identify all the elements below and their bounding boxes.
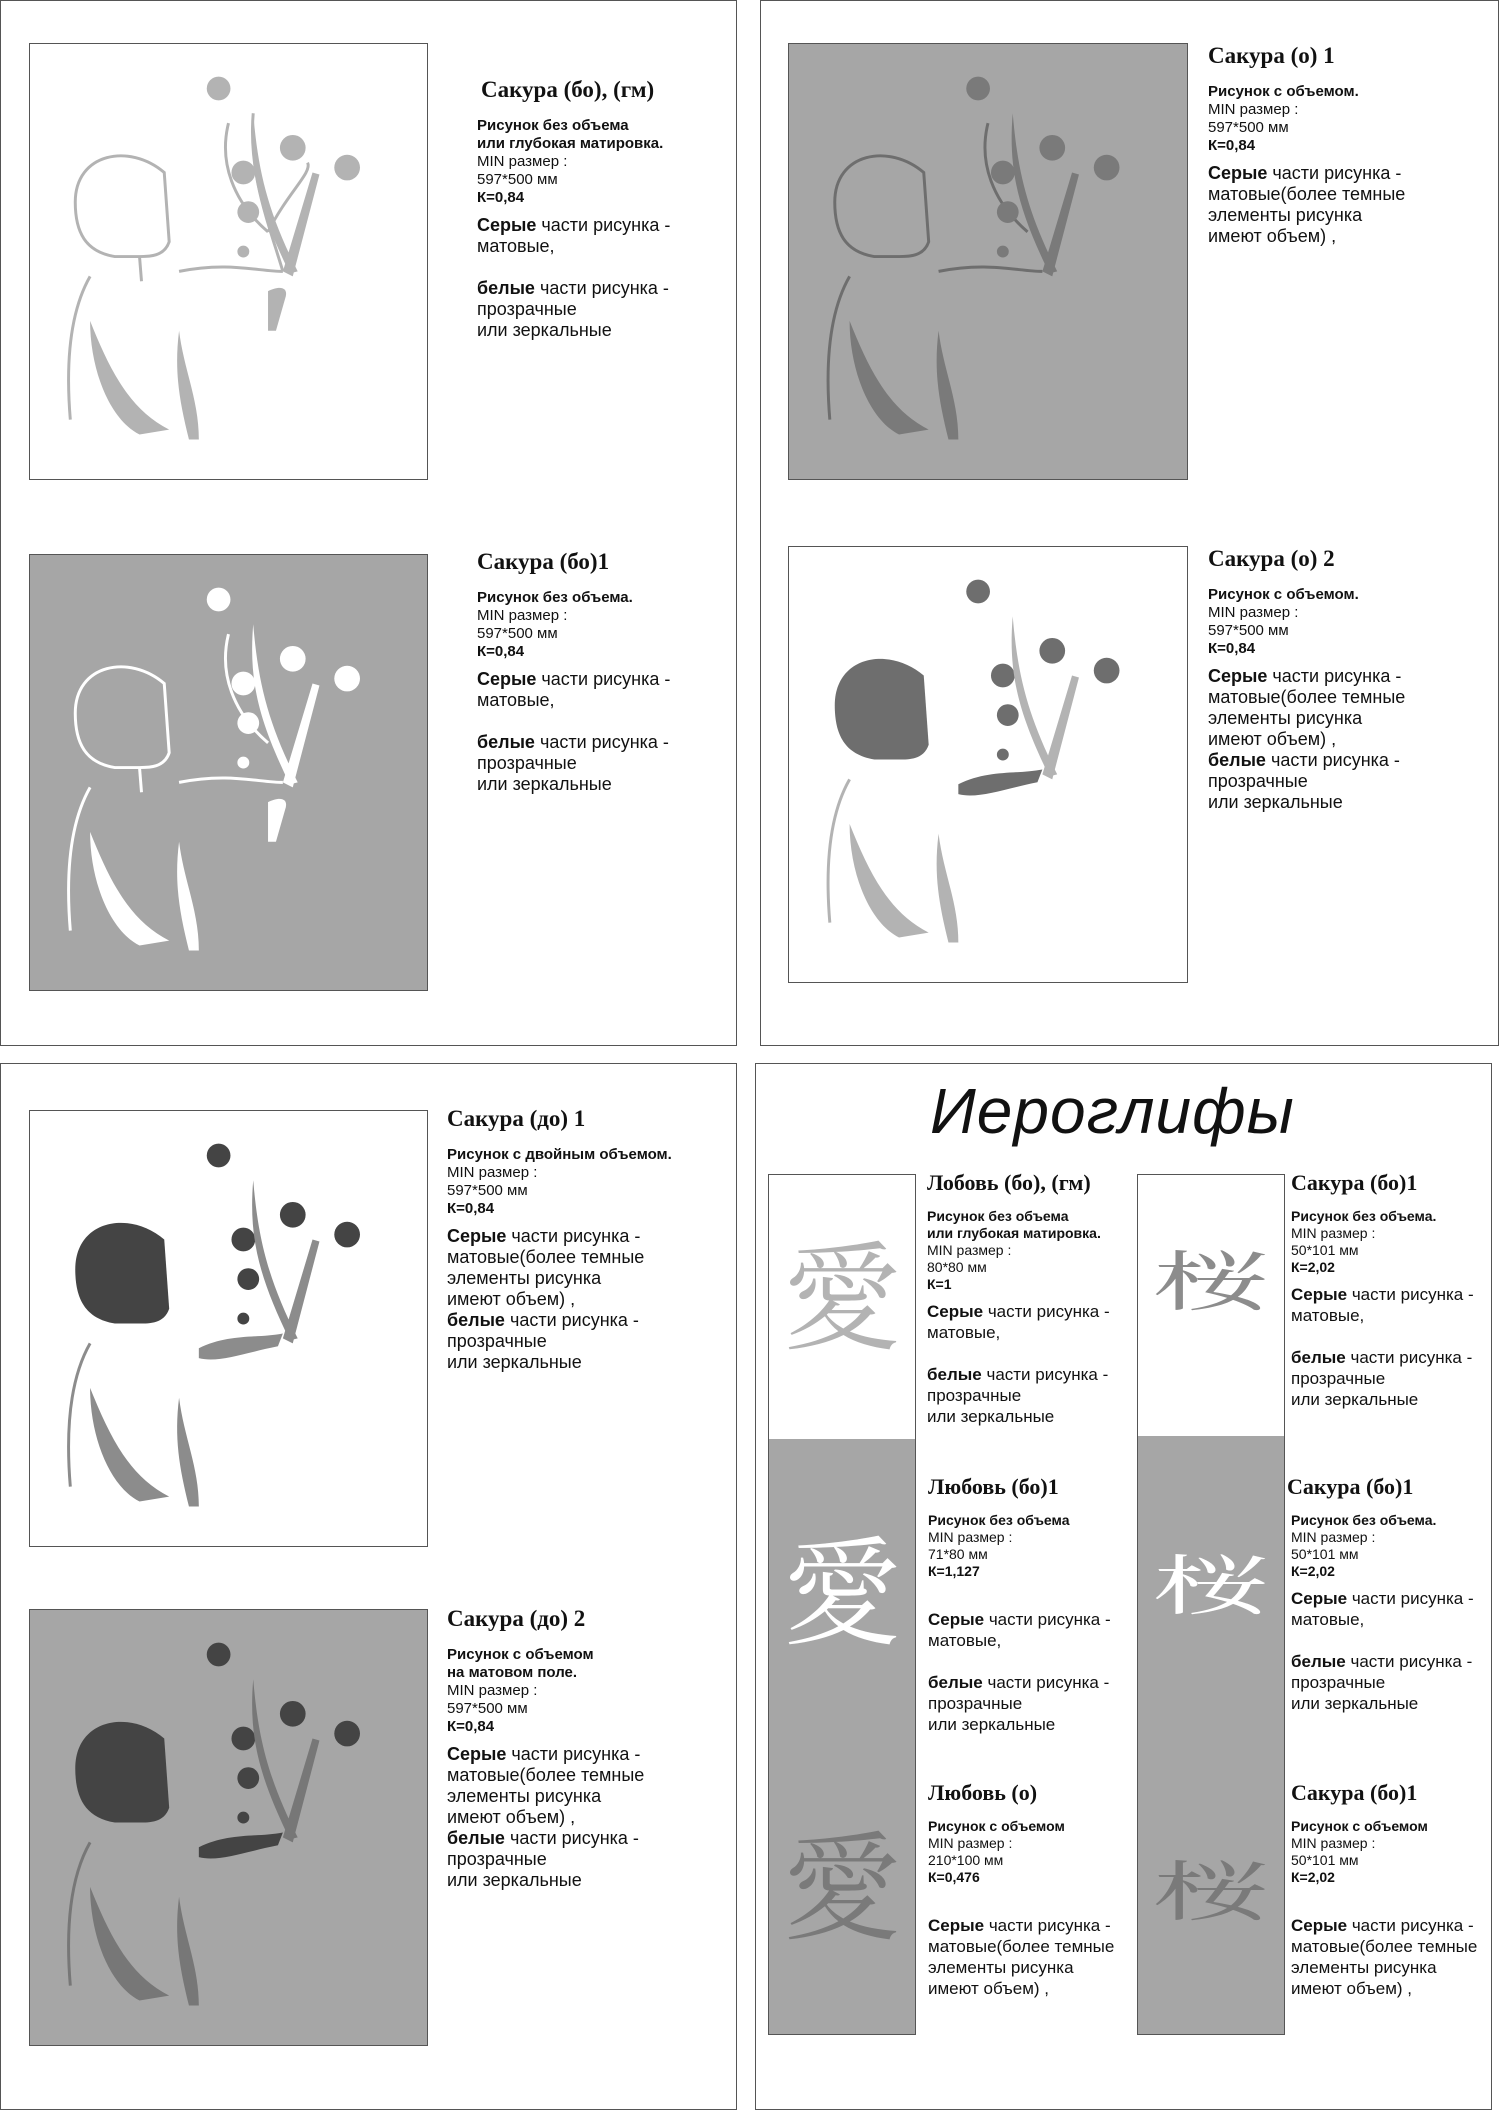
item-title: Сакура (бо)1 [1287, 1474, 1414, 1499]
girl-sakura-illustration [789, 44, 1187, 479]
item-title: Любовь (бо)1 [928, 1474, 1059, 1499]
panel-sakura-o [760, 0, 1499, 1046]
min-size-label: MIN размер : [927, 1242, 1012, 1258]
min-size-label: MIN размер : [928, 1529, 1013, 1545]
min-size-label: MIN размер : [447, 1682, 538, 1699]
sakura-kanji-bo1-description [1287, 1474, 1491, 1714]
sakura-do1-image [29, 1110, 428, 1547]
item-title: Лобовь (бо), (гм) [927, 1170, 1091, 1195]
sakura-bo1-image [29, 554, 428, 991]
girl-sakura-illustration [30, 1111, 427, 1546]
panel-heading: Иероглифы [930, 1075, 1295, 1147]
k-coefficient: К=0,84 [1208, 137, 1256, 154]
min-size-value: 597*500 мм [447, 1700, 528, 1717]
white-parts-note: белые части рисунка - прозрачные или зеркальные [927, 1365, 1109, 1426]
love-bo-gm-description [927, 1170, 1137, 1427]
sakura-bo-gm-description [477, 77, 727, 341]
min-size-value: 597*500 мм [477, 171, 558, 188]
sakura-strip [1137, 1174, 1285, 2035]
girl-sakura-illustration [30, 555, 427, 990]
item-subtitle: Рисунок без объема. [1291, 1512, 1437, 1528]
white-parts-note: белые части рисунка - прозрачные или зеркальные [477, 278, 669, 340]
white-parts-note: белые части рисунка - прозрачные или зеркальные [477, 732, 669, 794]
item-title: Сакура (бо)1 [477, 549, 610, 574]
min-size-label: MIN размер : [1291, 1225, 1376, 1241]
love-kanji-icon: 愛 [782, 1820, 901, 1958]
item-subtitle: Рисунок с объемом. [1208, 586, 1359, 603]
min-size-value: 80*80 мм [927, 1259, 987, 1275]
sakura-do2-description [447, 1606, 732, 1891]
item-title: Сакура (бо), (гм) [481, 77, 655, 102]
sakura-bo1-description [477, 549, 727, 795]
item-subtitle: Рисунок без объема или глубокая матировка. [927, 1208, 1101, 1241]
sakura-do2-image [29, 1609, 428, 2046]
white-parts-note: белые части рисунка - прозрачные или зеркальные [928, 1673, 1110, 1734]
min-size-label: MIN размер : [1291, 1835, 1376, 1851]
min-size-value: 597*500 мм [477, 625, 558, 642]
item-subtitle: Рисунок с объемом [1291, 1818, 1428, 1834]
panel-hieroglyphs [755, 1063, 1492, 2110]
k-coefficient: К=0,84 [1208, 640, 1256, 657]
sakura-kanji-o-description [1291, 1780, 1491, 1999]
item-title: Любовь (о) [928, 1780, 1038, 1805]
item-subtitle: Рисунок без объема или глубокая матировка. [477, 117, 664, 152]
gray-parts-note: Серые части рисунка - матовые, [477, 215, 671, 256]
girl-sakura-illustration [789, 547, 1187, 982]
gray-parts-note: Серые части рисунка - матовые(более темные элементы рисунка имеют объем) , [1291, 1916, 1478, 1998]
min-size-value: 71*80 мм [928, 1546, 988, 1562]
min-size-label: MIN размер : [447, 1164, 538, 1181]
k-coefficient: К=0,84 [477, 189, 525, 206]
panel-sakura-do [0, 1063, 737, 2110]
k-coefficient: К=2,02 [1291, 1563, 1335, 1579]
min-size-label: MIN размер : [928, 1835, 1013, 1851]
sakura-do1-description [447, 1106, 732, 1373]
k-coefficient: К=2,02 [1291, 1259, 1335, 1275]
white-parts-note: белые части рисунка - прозрачные или зеркальные [1291, 1652, 1473, 1713]
item-subtitle: Рисунок с двойным объемом. [447, 1146, 672, 1163]
gray-parts-note: Серые части рисунка - матовые, [1291, 1589, 1474, 1629]
gray-parts-note: Серые части рисунка - матовые(более темные элементы рисунка имеют объем) , [447, 1744, 645, 1827]
min-size-value: 50*101 мм [1291, 1852, 1359, 1868]
girl-sakura-illustration [30, 44, 427, 479]
k-coefficient: К=2,02 [1291, 1869, 1335, 1885]
min-size-label: MIN размер : [1208, 604, 1299, 621]
girl-sakura-illustration [30, 1610, 427, 2045]
k-coefficient: К=0,84 [447, 1718, 495, 1735]
gray-parts-note: Серые части рисунка - матовые, [927, 1302, 1110, 1342]
min-size-value: 597*500 мм [1208, 119, 1289, 136]
item-title: Сакура (бо)1 [1291, 1780, 1418, 1805]
gray-parts-note: Серые части рисунка - матовые, [477, 669, 671, 710]
love-bo1-description [928, 1474, 1138, 1735]
gray-parts-note: Серые части рисунка - матовые(более темные элементы рисунка имеют объем) , [1208, 666, 1406, 749]
item-title: Сакура (до) 2 [447, 1606, 586, 1631]
sakura-o2-description [1208, 546, 1488, 813]
item-subtitle: Рисунок без объема [928, 1512, 1070, 1528]
item-subtitle: Рисунок без объема. [477, 589, 633, 606]
white-parts-note: белые части рисунка - прозрачные или зеркальные [447, 1310, 639, 1372]
sakura-o2-image [788, 546, 1188, 983]
min-size-label: MIN размер : [477, 153, 568, 170]
min-size-value: 50*101 мм [1291, 1242, 1359, 1258]
white-parts-note: белые части рисунка - прозрачные или зеркальные [447, 1828, 639, 1890]
gray-parts-note: Серые части рисунка - матовые(более темные элементы рисунка имеют объем) , [447, 1226, 645, 1309]
min-size-value: 50*101 мм [1291, 1546, 1359, 1562]
item-title: Сакура (о) 1 [1208, 43, 1335, 68]
item-title: Сакура (до) 1 [447, 1106, 586, 1131]
sakura-kanji-icon: 桜 [1151, 1548, 1270, 1624]
min-size-label: MIN размер : [477, 607, 568, 624]
item-subtitle: Рисунок с объемом на матовом поле. [447, 1646, 594, 1681]
min-size-value: 210*100 мм [928, 1852, 1004, 1868]
gray-parts-note: Серые части рисунка - матовые, [1291, 1285, 1474, 1325]
sakura-kanji-bo1-description [1291, 1170, 1491, 1410]
love-o-description [928, 1780, 1138, 1999]
sakura-kanji-icon: 桜 [1151, 1854, 1270, 1930]
love-strip [768, 1174, 916, 2035]
white-parts-note: белые части рисунка - прозрачные или зеркальные [1291, 1348, 1473, 1409]
k-coefficient: К=1 [927, 1276, 952, 1292]
item-subtitle: Рисунок без объема. [1291, 1208, 1437, 1224]
min-size-value: 597*500 мм [1208, 622, 1289, 639]
sakura-o1-image [788, 43, 1188, 480]
gray-parts-note: Серые части рисунка - матовые(более темные элементы рисунка имеют объем) , [928, 1916, 1115, 1998]
item-subtitle: Рисунок с объемом [928, 1818, 1065, 1834]
gray-parts-note: Серые части рисунка - матовые(более темные элементы рисунка имеют объем) , [1208, 163, 1406, 246]
sakura-bo-gm-image [29, 43, 428, 480]
sakura-kanji-icon: 桜 [1151, 1244, 1270, 1320]
k-coefficient: К=0,84 [447, 1200, 495, 1217]
love-kanji-icon: 愛 [782, 1525, 901, 1663]
item-subtitle: Рисунок с объемом. [1208, 83, 1359, 100]
white-parts-note: белые части рисунка - прозрачные или зеркальные [1208, 750, 1400, 812]
k-coefficient: К=1,127 [928, 1563, 980, 1579]
item-title: Сакура (о) 2 [1208, 546, 1335, 571]
sakura-o1-description [1208, 43, 1488, 247]
min-size-label: MIN размер : [1291, 1529, 1376, 1545]
k-coefficient: К=0,84 [477, 643, 525, 660]
min-size-value: 597*500 мм [447, 1182, 528, 1199]
min-size-label: MIN размер : [1208, 101, 1299, 118]
gray-parts-note: Серые части рисунка - матовые, [928, 1610, 1111, 1650]
k-coefficient: К=0,476 [928, 1869, 980, 1885]
item-title: Сакура (бо)1 [1291, 1170, 1418, 1195]
love-kanji-icon: 愛 [782, 1230, 901, 1368]
panel-sakura-bo [0, 0, 737, 1046]
